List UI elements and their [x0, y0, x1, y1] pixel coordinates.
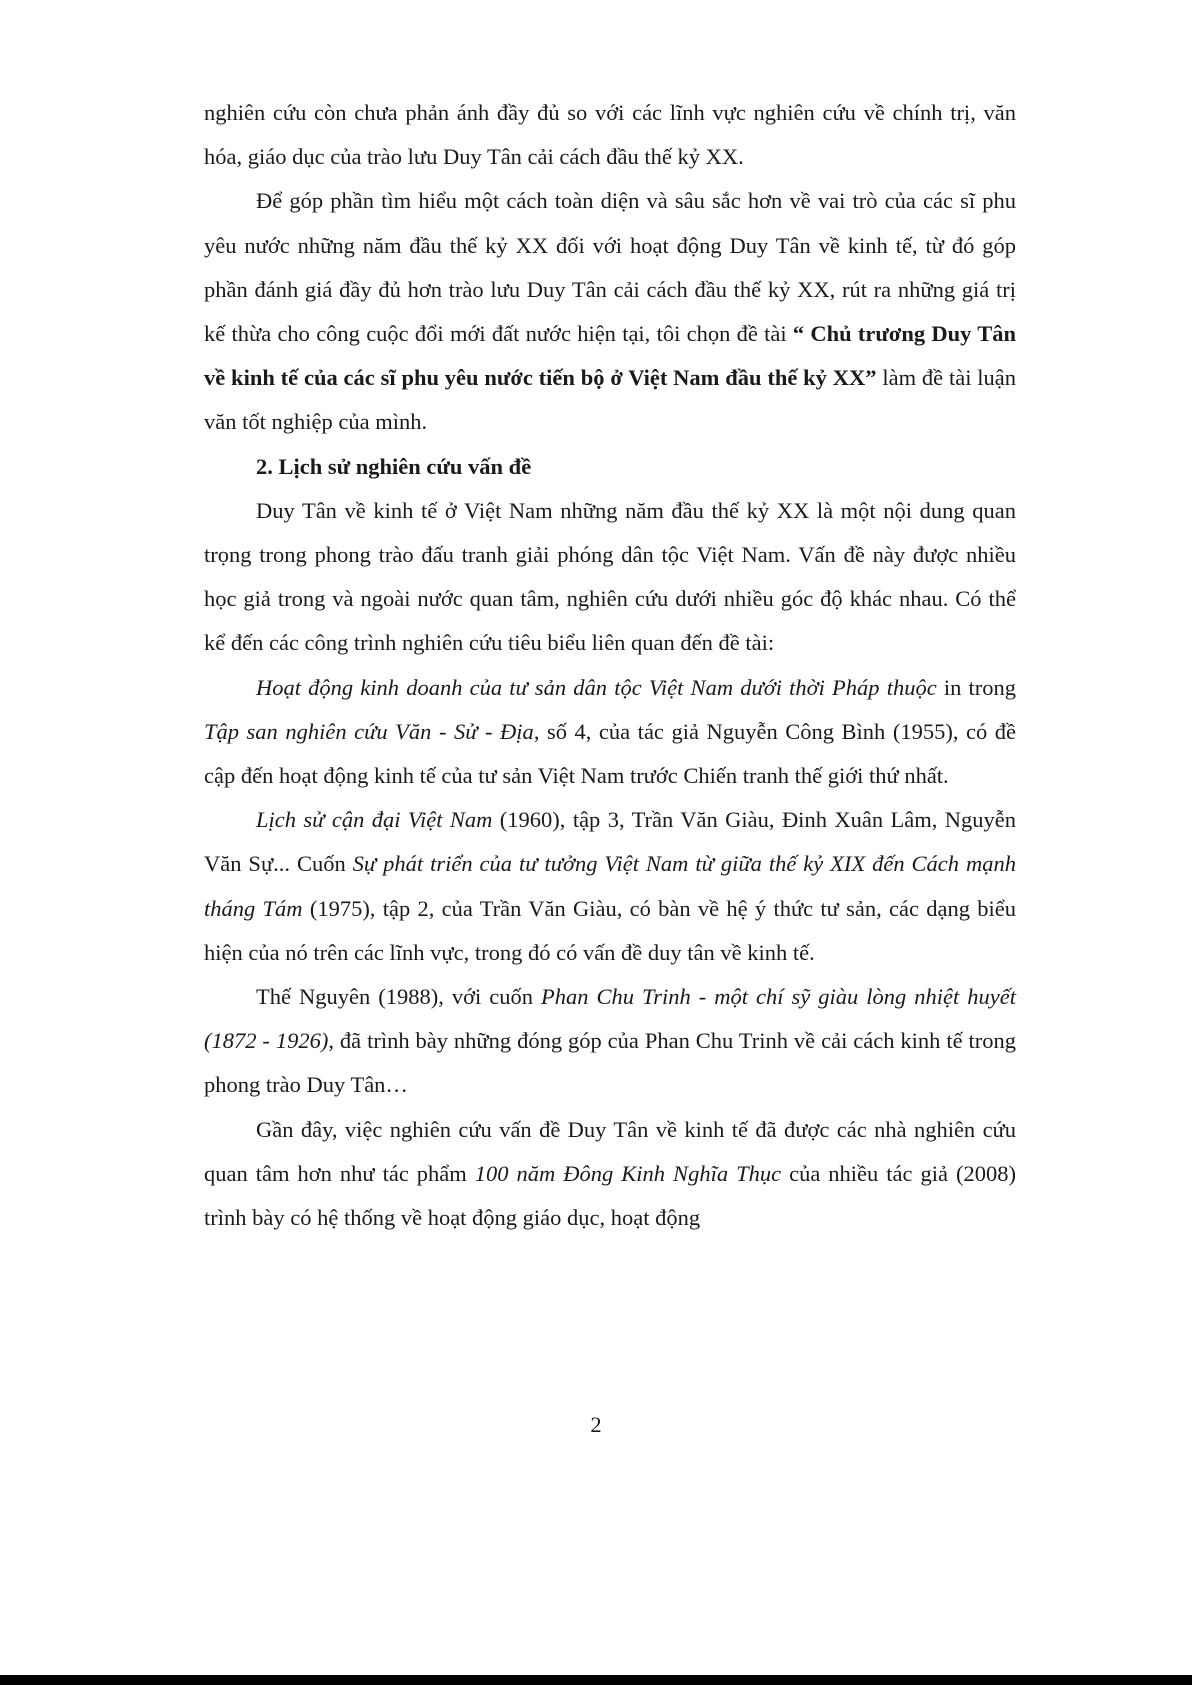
text-run: Gần đây, việc nghiên cứu vấn đề Duy Tân về kinh tế đã được các nhà nghiên cứu quan tâm hơn như tác phẩm [204, 1116, 1016, 1186]
paragraph [204, 91, 1016, 179]
italic-text: Hoạt động kinh doanh của tư sản dân tộc Việt Nam dưới thời Pháp thuộc [256, 674, 937, 700]
text-run: làm đề tài luận văn tốt nghiệp của mình. [204, 365, 1017, 435]
section-heading [204, 445, 1016, 489]
text-run: , đã trình bày những đóng góp của Phan Chu Trinh về cải cách kinh tế trong phong trào Duy Tân… [204, 1028, 1017, 1098]
document-body [204, 91, 1016, 1240]
italic-text: 100 năm Đông Kinh Nghĩa Thục [474, 1160, 782, 1186]
italic-text: Phan Chu Trinh - một chí sỹ giàu lòng nhiệt huyết (1872 - 1926) [204, 984, 1016, 1054]
text-run: (1975), tập 2, của Trần Văn Giàu, có bàn về hệ ý thức tư sản, các dạng biểu hiện của nó trên các lĩnh vực, trong đó có vấn đề duy tân về kinh tế. [204, 895, 1017, 965]
text-run: (1960), tập 3, Trần Văn Giàu, Đinh Xuân Lâm, Nguyễn Văn Sự... Cuốn [204, 807, 1016, 877]
paragraph [204, 1108, 1016, 1241]
text-run: nghiên cứu còn chưa phản ánh đầy đủ so với các lĩnh vực nghiên cứu về chính trị, văn hóa, giáo dục của trào lưu Duy Tân cải cách đầu thế kỷ XX. [204, 100, 1016, 170]
bold-text: “ Chủ trương Duy Tân về kinh tế của các sĩ phu yêu nước tiến bộ ở Việt Nam đầu thế kỷ XX” [204, 321, 1016, 391]
bold-text: 2. Lịch sử nghiên cứu vấn đề [256, 453, 532, 479]
text-run: , số 4, của tác giả Nguyễn Công Bình (1955), có đề cập đến hoạt động kinh tế của tư sản Việt Nam trước Chiến tranh thế giới thứ nhất. [204, 718, 1016, 789]
text-run: Thế Nguyên (1988), với cuốn [256, 984, 541, 1010]
paragraph [204, 666, 1016, 799]
paragraph [204, 798, 1016, 975]
text-run: Để góp phần tìm hiểu một cách toàn diện và sâu sắc hơn về vai trò của các sĩ phu yêu nước những năm đầu thế kỷ XX đối với hoạt động Duy Tân về kinh tế, từ đó góp phần đánh giá đầy đủ hơn trào lưu Duy Tân cải cách đầu thế kỷ XX, rút ra những giá trị kế thừa cho công cuộc đổi mới đất nước hiện tại, tôi chọn đề tài [204, 188, 1016, 347]
paragraph [204, 975, 1016, 1108]
paragraph [204, 179, 1016, 444]
text-run: của nhiều tác giả (2008) trình bày có hệ thống về hoạt động giáo dục, hoạt động [204, 1160, 1016, 1231]
bottom-border [0, 1675, 1192, 1685]
text-run: Duy Tân về kinh tế ở Việt Nam những năm đầu thế kỷ XX là một nội dung quan trọng trong phong trào đấu tranh giải phóng dân tộc Việt Nam. Vấn đề này được nhiều học giả trong và ngoài nước quan tâm, nghiên cứu dưới nhiều góc độ khác nhau. Có thể kể đến các công trình nghiên cứu tiêu biểu liên quan đến đề tài: [204, 497, 1016, 656]
italic-text: Sự phát triển của tư tưởng Việt Nam từ giữa thế kỷ XIX đến Cách mạnh tháng Tám [204, 851, 1016, 921]
page-number: 2 [590, 1412, 602, 1437]
italic-text: Tập san nghiên cứu Văn - Sử - Địa [204, 718, 534, 744]
paragraph [204, 489, 1016, 666]
text-run: in trong [936, 674, 1016, 700]
italic-text: Lịch sử cận đại Việt Nam [256, 807, 493, 833]
